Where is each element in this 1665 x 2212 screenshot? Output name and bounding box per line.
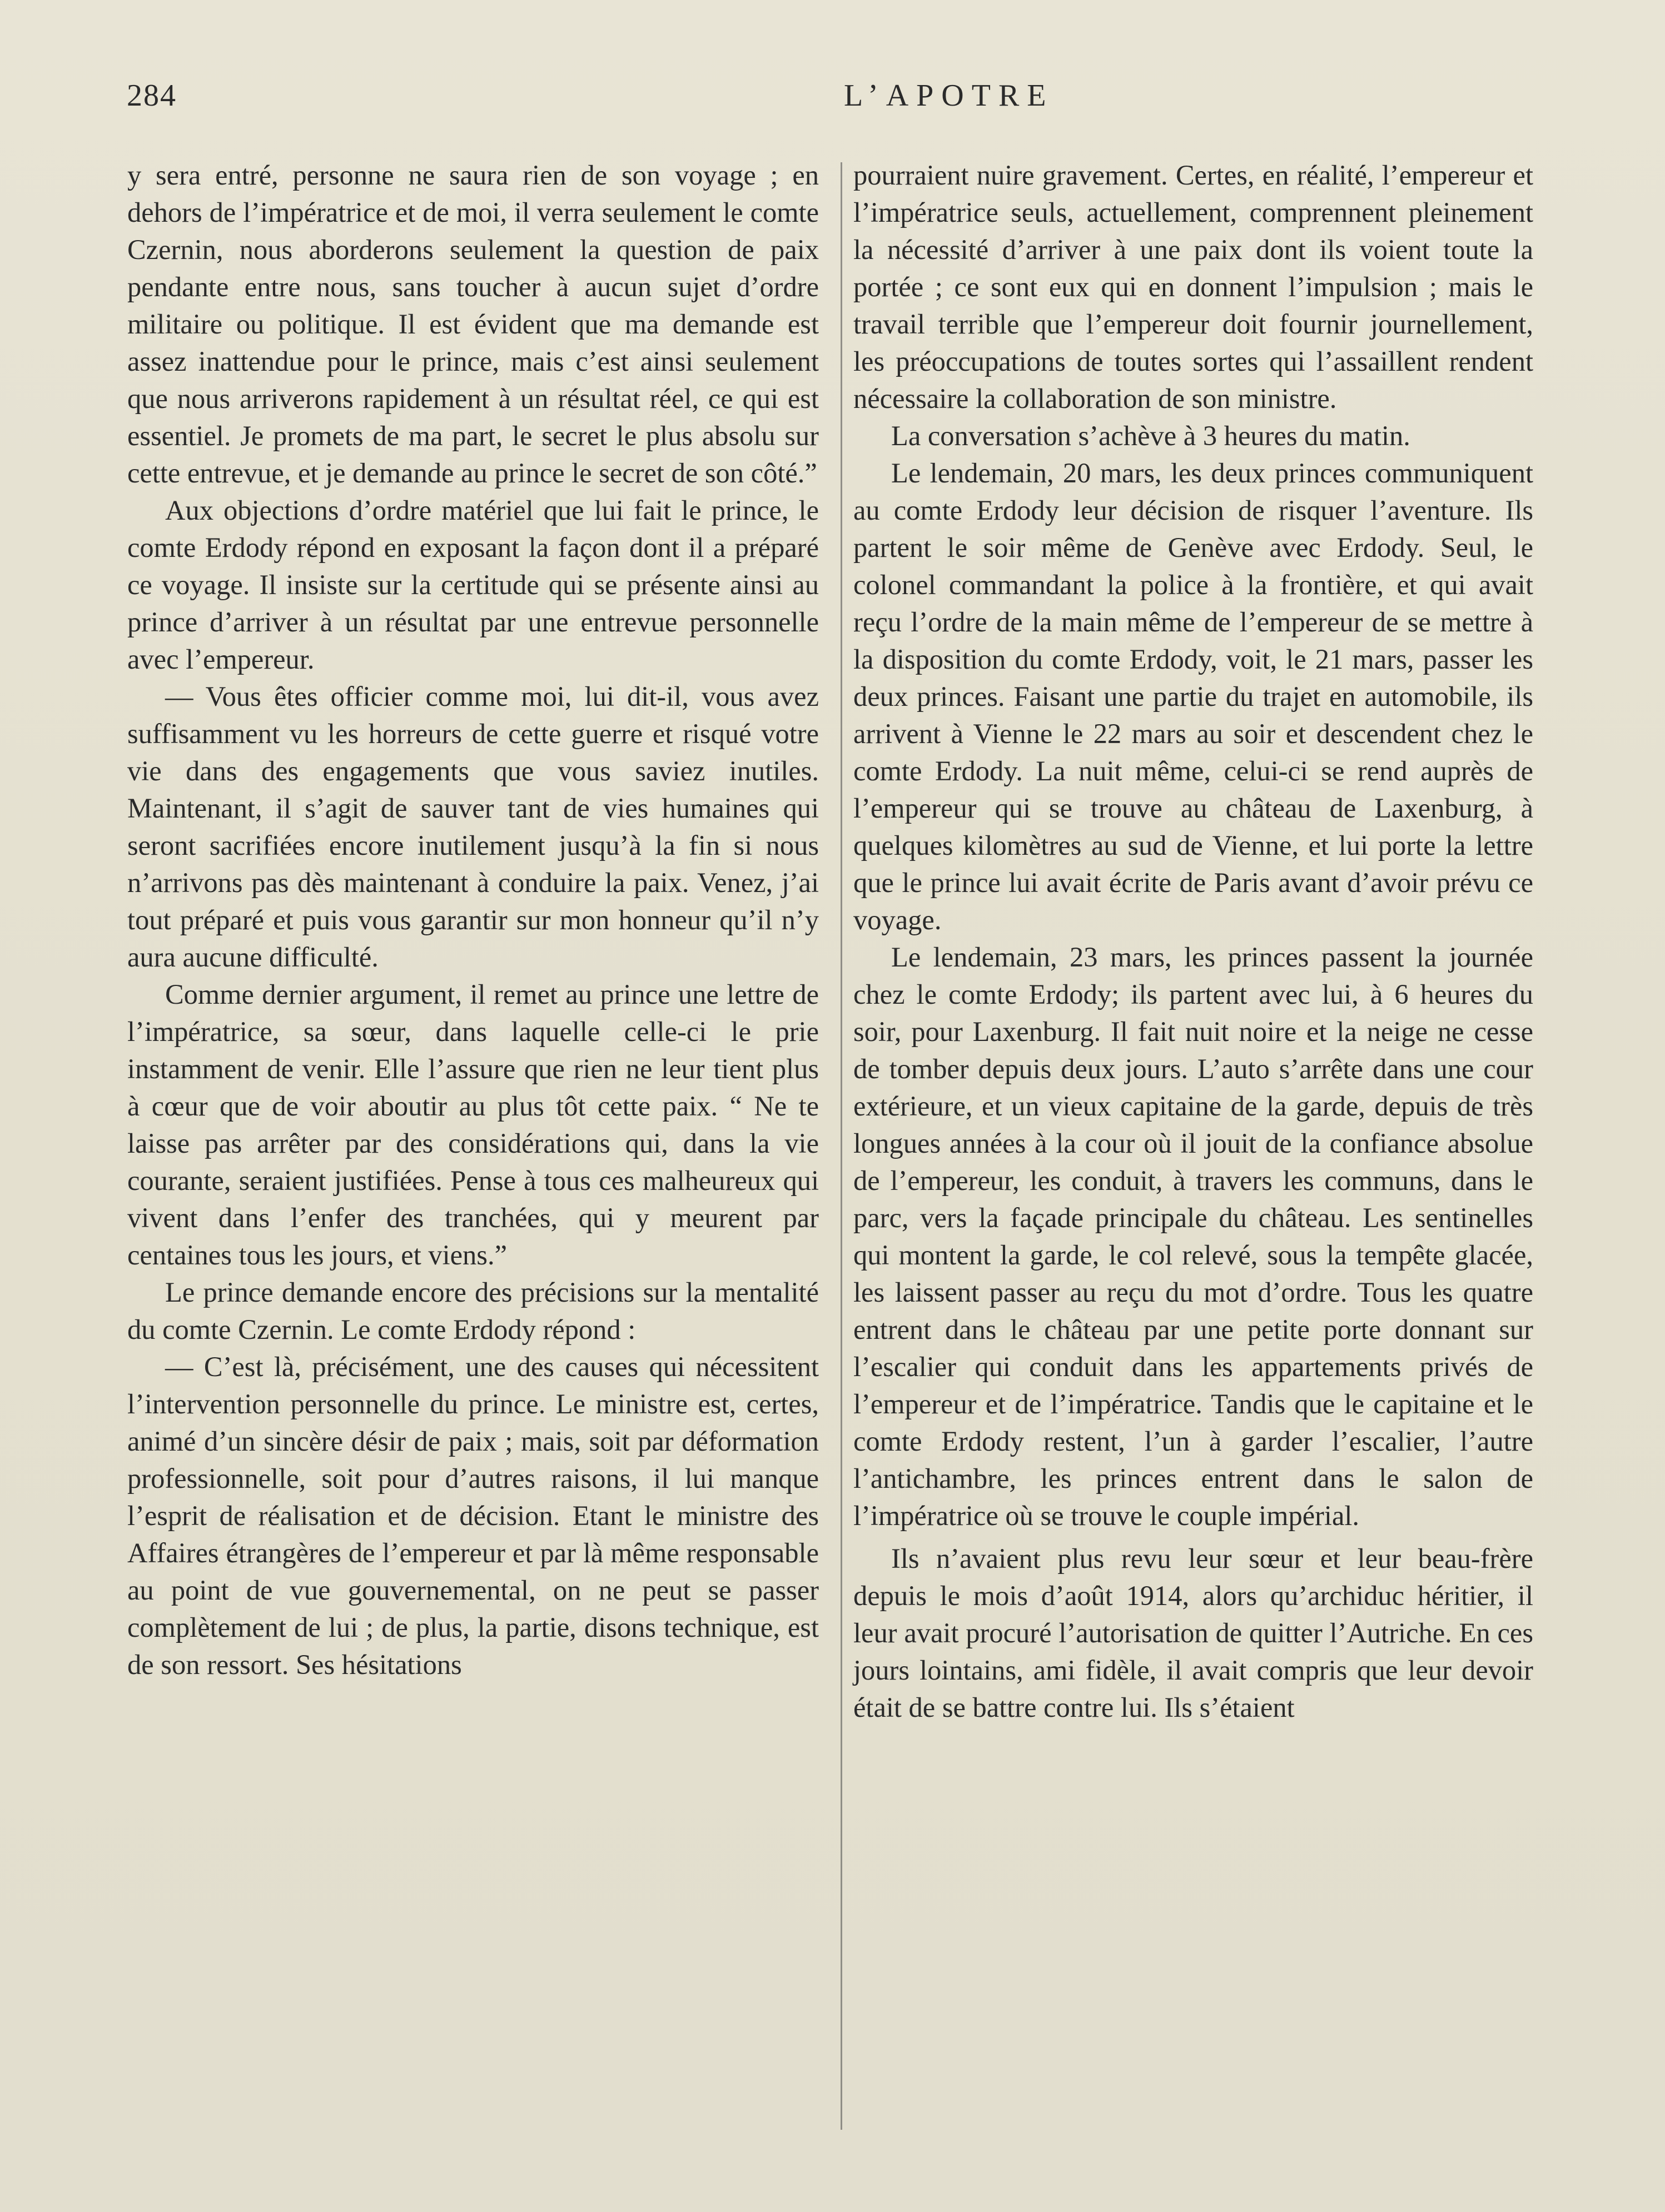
paragraph: Le lendemain, 20 mars, les deux princes communiquent au comte Erdody leur décision de risquer l’aventure. Ils partent le soir même de Genève avec Erdody. Seul, le colonel commandant la police à la frontière, et qui avait reçu l’ordre de la main même de l’empereur de se mettre à la disposition du comte Erdody, voit, le 21 mars, passer les deux princes. Faisant une partie du trajet en automobile, ils arrivent à Vienne le 22 mars au soir et descendent chez le comte Erdody. La nuit même, celui-ci se rend auprès de l’empereur qui se trouve au château de Laxenburg, à quelques kilomètres au sud de Vienne, et lui porte la lettre que le prince lui avait écrite de Paris avant d’avoir prévu ce voyage. [853,457,1533,935]
paragraph: La conversation s’achève à 3 heures du matin. [891,420,1410,451]
paragraph: Ils n’avaient plus revu leur sœur et leur beau-frère depuis le mois d’août 1914, alors qu’archiduc héritier, il leur avait procuré l’autorisation de quitter l’Autriche. En ces jours lointains, ami fidèle, il avait compris que leur devoir était de se battre contre lui. Ils s’étaient [853,1543,1533,1723]
page-header [127,78,1539,122]
paragraph: y sera entré, personne ne saura rien de son voyage ; en dehors de l’impératrice et de moi, il verra seulement le comte Czernin, nous aborderons seulement la question de paix pendante entre nous, sans toucher à aucun sujet d’ordre militaire ou politique. Il est évident que ma demande est assez inattendue pour le prince, mais c’est ainsi seulement que nous arriverons rapidement à un résultat réel, ce qui est essentiel. Je promets de ma part, le secret le plus absolu sur cette entrevue, et je demande au prince le secret de son côté.” [127,160,819,489]
paragraph: Comme dernier argument, il remet au prince une lettre de l’impératrice, sa sœur, dans laquelle celle-ci le prie instamment de venir. Elle l’assure que rien ne leur tient plus à cœur que de voir aboutir au plus tôt cette paix. “ Ne te laisse pas arrêter par des considérations qui, dans la vie courante, seraient justifiées. Pense à tous ces malheureux qui vivent dans l’enfer des tranchées, qui y meurent par centaines tous les jours, et viens.” [127,979,819,1271]
column-divider [841,162,842,2130]
paragraph: Le lendemain, 23 mars, les princes passent la journée chez le comte Erdody; ils partent avec lui, à 6 heures du soir, pour Laxenburg. Il fait nuit noire et la neige ne cesse de tomber depuis deux jours. L’auto s’arrête dans une cour extérieure, et un vieux capitaine de la garde, depuis de très longues années à la cour où il jouit de la confiance absolue de l’empereur, les conduit, à travers les communs, dans le parc, vers la façade principale du château. Les sentinelles qui montent la garde, le col relevé, sous la tempête glacée, les laissent passer au reçu du mot d’ordre. Tous les quatre entrent dans le château par une petite porte donnant sur l’escalier qui conduit dans les appartements privés de l’empereur et de l’impératrice. Tandis que le capitaine et le comte Erdody restent, l’un à garder l’escalier, l’autre l’antichambre, les princes entrent dans le salon de l’impératrice où se trouve le couple impérial. [853,941,1533,1531]
page-number: 284 [127,78,177,113]
left-column [127,157,819,1683]
paragraph: — C’est là, précisément, une des causes qui nécessitent l’intervention personnelle du prince. Le ministre est, certes, animé d’un sincère désir de paix ; mais, soit par déformation professionnelle, soit pour d’autres raisons, il lui manque l’esprit de réalisation et de décision. Etant le ministre des Affaires étrangères de l’empereur et par là même responsable au point de vue gouvernemental, on ne peut se passer complètement de lui ; de plus, la partie, disons technique, est de son ressort. Ses hésitations [127,1351,819,1680]
paragraph: Aux objections d’ordre matériel que lui fait le prince, le comte Erdody répond en exposant la façon dont il a préparé ce voyage. Il insiste sur la certitude qui se présente ainsi au prince d’arriver à un résultat par une entrevue personnelle avec l’empereur. [127,495,819,675]
running-title: L’APOTRE [844,78,1054,113]
right-column [853,157,1533,1726]
paragraph: Le prince demande encore des précisions sur la mentalité du comte Czernin. Le comte Erdody répond : [127,1277,819,1345]
paragraph: — Vous êtes officier comme moi, lui dit-il, vous avez suffisamment vu les horreurs de cette guerre et risqué votre vie dans des engagements que vous saviez inutiles. Maintenant, il s’agit de sauver tant de vies humaines qui seront sacrifiées encore inutilement jusqu’à la fin si nous n’arrivons pas dès maintenant à conduire la paix. Venez, j’ai tout préparé et puis vous garantir sur mon honneur qu’il n’y aura aucune difficulté. [127,681,819,973]
paragraph: pourraient nuire gravement. Certes, en réalité, l’empereur et l’impératrice seuls, actuellement, comprennent pleinement la nécessité d’arriver à une paix dont ils voient toute la portée ; ce sont eux qui en donnent l’impulsion ; mais le travail terrible que l’empereur doit fournir journellement, les préoccupations de toutes sortes qui l’assaillent rendent nécessaire la collaboration de son ministre. [853,160,1533,414]
